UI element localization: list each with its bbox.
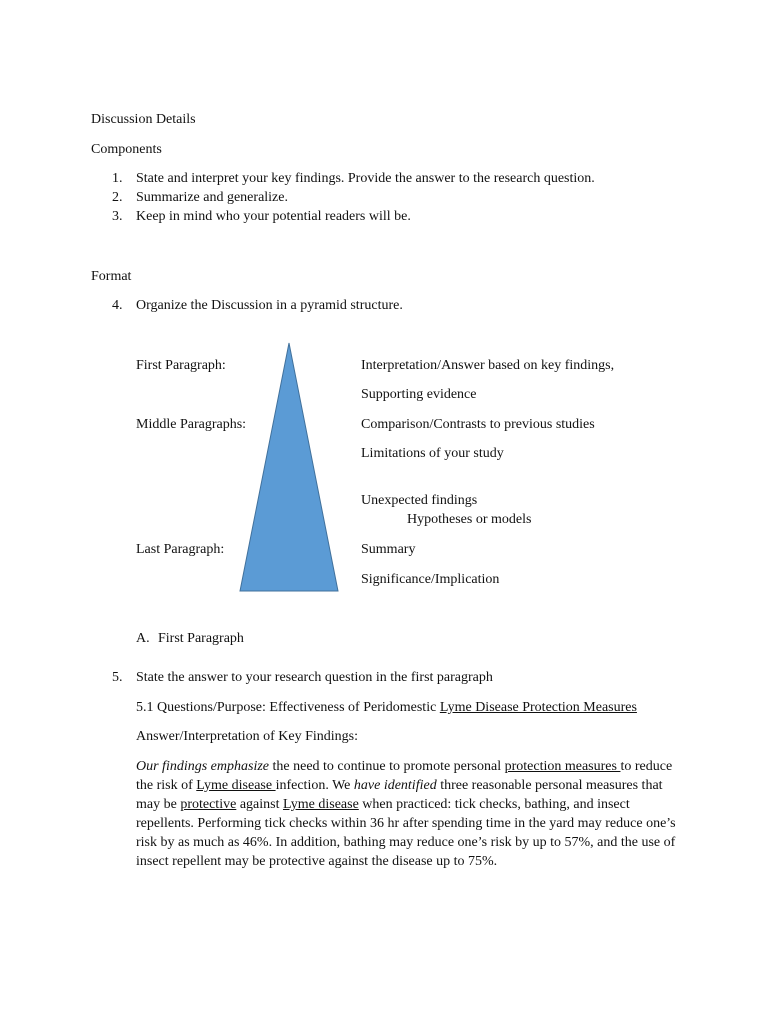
- question-prefix: 5.1 Questions/Purpose: Effectiveness of Peridomestic: [136, 700, 440, 715]
- para-text: when practiced: tick checks, bathing, and insect repellents. Performing tick checks within 36 hr after spending time in the yard may reduce one’s risk by as much as 46%. In addition, bathing may reduce one’s risk by up to 57%, and the use of insect repellent may be protective against the disease up to 75%.: [136, 797, 676, 869]
- list-item: Summarize and generalize.: [136, 190, 288, 205]
- para-underline: Lyme disease: [196, 778, 276, 793]
- pyramid-hypotheses: Hypotheses or models: [407, 512, 532, 527]
- answer-heading: Answer/Interpretation of Key Findings:: [136, 729, 359, 744]
- pyramid-interpretation: Interpretation/Answer based on key findings,: [361, 358, 615, 373]
- para-emphasis: have identified: [353, 778, 437, 793]
- pyramid-last-label: Last Paragraph:: [136, 542, 225, 557]
- para-underline: protection measures: [504, 759, 621, 774]
- pyramid-summary: Summary: [361, 542, 416, 557]
- findings-paragraph: [136, 757, 682, 871]
- list-number: 2.: [112, 190, 123, 205]
- pyramid-first-label: First Paragraph:: [136, 358, 226, 373]
- pyramid-unexpected: Unexpected findings: [361, 493, 478, 508]
- list-number: 4.: [112, 298, 123, 313]
- pyramid-limitations: Limitations of your study: [361, 446, 504, 461]
- para-emphasis: Our findings emphasize: [136, 759, 269, 774]
- pyramid-middle-label: Middle Paragraphs:: [136, 417, 247, 432]
- list-item: Keep in mind who your potential readers will be.: [136, 209, 411, 224]
- pyramid-triangle: [240, 343, 338, 591]
- format-heading: Format: [91, 269, 132, 284]
- para-text: infection. We: [275, 778, 354, 793]
- para-text: the need to continue to promote personal: [269, 759, 505, 774]
- para-text: against: [236, 797, 283, 812]
- section-letter: A.: [136, 631, 150, 646]
- list-number: 5.: [112, 670, 123, 685]
- para-text: to reduce the risk of: [136, 759, 673, 793]
- page-heading: Discussion Details: [91, 112, 196, 127]
- section-title: First Paragraph: [158, 631, 244, 646]
- list-item: State the answer to your research question in the first paragraph: [136, 670, 493, 685]
- para-underline: Lyme disease: [282, 797, 359, 812]
- list-item: Organize the Discussion in a pyramid structure.: [136, 298, 403, 313]
- pyramid-significance: Significance/Implication: [361, 572, 500, 587]
- pyramid-comparison: Comparison/Contrasts to previous studies: [361, 417, 595, 432]
- pyramid-supporting: Supporting evidence: [361, 387, 477, 402]
- para-text: three reasonable personal measures that may be: [136, 778, 663, 812]
- components-heading: Components: [91, 142, 162, 157]
- para-underline: protective: [180, 797, 237, 812]
- list-number: 1.: [112, 171, 123, 186]
- list-number: 3.: [112, 209, 123, 224]
- question-purpose: [136, 698, 637, 717]
- list-item: State and interpret your key findings. Provide the answer to the research question.: [136, 171, 595, 186]
- question-underlined: Lyme Disease Protection Measures: [439, 700, 637, 715]
